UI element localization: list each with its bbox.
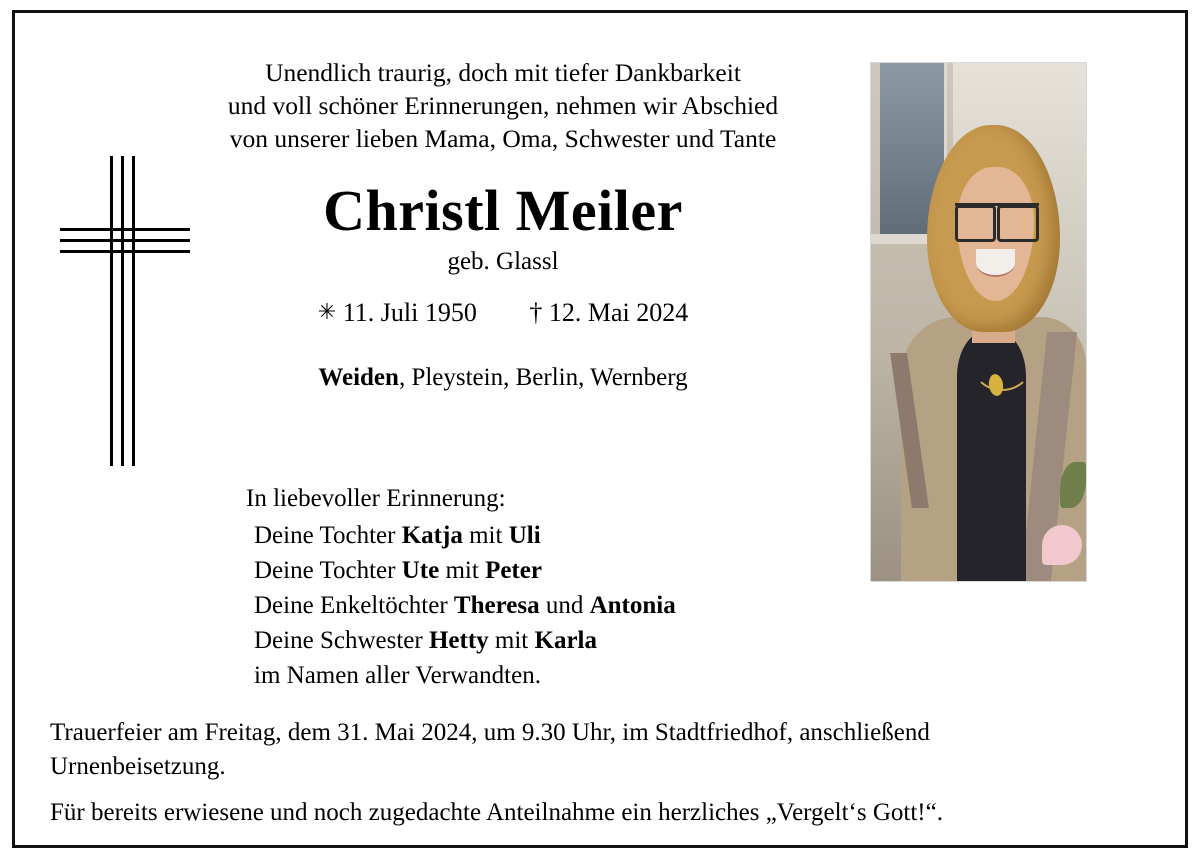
intro-text (158, 56, 848, 155)
death-date-group (529, 298, 688, 327)
portrait-photo (870, 62, 1087, 582)
family-line-name1: Katja (401, 522, 463, 549)
family-line-name2: Karla (534, 627, 597, 654)
death-date: 12. Mai 2024 (548, 298, 689, 328)
family-line-pre: Deine Enkeltöchter (254, 592, 454, 619)
places-line (158, 364, 848, 392)
family-line-pre: Deine Schwester (254, 627, 429, 654)
family-line-pre: Deine Tochter (254, 522, 402, 549)
family-closing: im Namen aller Verwandten. (254, 662, 541, 689)
family-line (246, 553, 676, 588)
family-heading: In liebevoller Erinnerung: (246, 485, 506, 512)
place-rest: , Pleystein, Berlin, Wernberg (398, 364, 688, 392)
birth-star-icon: ✳ (317, 299, 337, 325)
family-line-pre: Deine Tochter (254, 557, 402, 584)
place-primary: Weiden (318, 364, 399, 392)
family-block (246, 481, 676, 693)
service-details (50, 716, 1152, 829)
family-line-mid: mit (462, 522, 509, 549)
family-line-name2: Antonia (589, 592, 676, 619)
family-line (246, 623, 676, 658)
family-line-mid: mit (488, 627, 535, 654)
notice-content (18, 16, 1182, 842)
intro-line-2: und voll schöner Erinnerungen, nehmen wir Abschied (227, 91, 779, 121)
family-line-mid: und (539, 592, 590, 619)
service-line-3: Für bereits erwiesene und noch zugedachte Anteilnahme ein herzliches „Vergelt‘s Gott!“. (50, 798, 943, 826)
service-line-2: Urnenbeisetzung. (50, 752, 226, 780)
service-line-1: Trauerfeier am Freitag, dem 31. Mai 2024, um 9.30 Uhr, im Stadtfriedhof, anschließend (50, 719, 930, 746)
main-text-block (158, 56, 848, 392)
life-dates (158, 298, 848, 328)
family-line-name1: Theresa (453, 592, 540, 619)
family-line-name2: Uli (508, 522, 541, 549)
family-line-name2: Peter (485, 557, 542, 584)
maiden-name: geb. Glassl (447, 248, 559, 276)
birth-date-group (318, 298, 484, 327)
cross-dagger-icon: † (529, 298, 543, 328)
deceased-name: Christl Meiler (323, 178, 683, 244)
family-line-name1: Ute (401, 557, 440, 584)
family-line-name1: Hetty (428, 627, 489, 654)
family-line-mid: mit (439, 557, 486, 584)
intro-line-3: von unserer lieben Mama, Oma, Schwester und Tante (229, 124, 777, 154)
family-line (246, 518, 676, 553)
family-line (246, 588, 676, 623)
intro-line-1: Unendlich traurig, doch mit tiefer Dankbarkeit (265, 58, 741, 87)
birth-date: 11. Juli 1950 (342, 298, 477, 328)
